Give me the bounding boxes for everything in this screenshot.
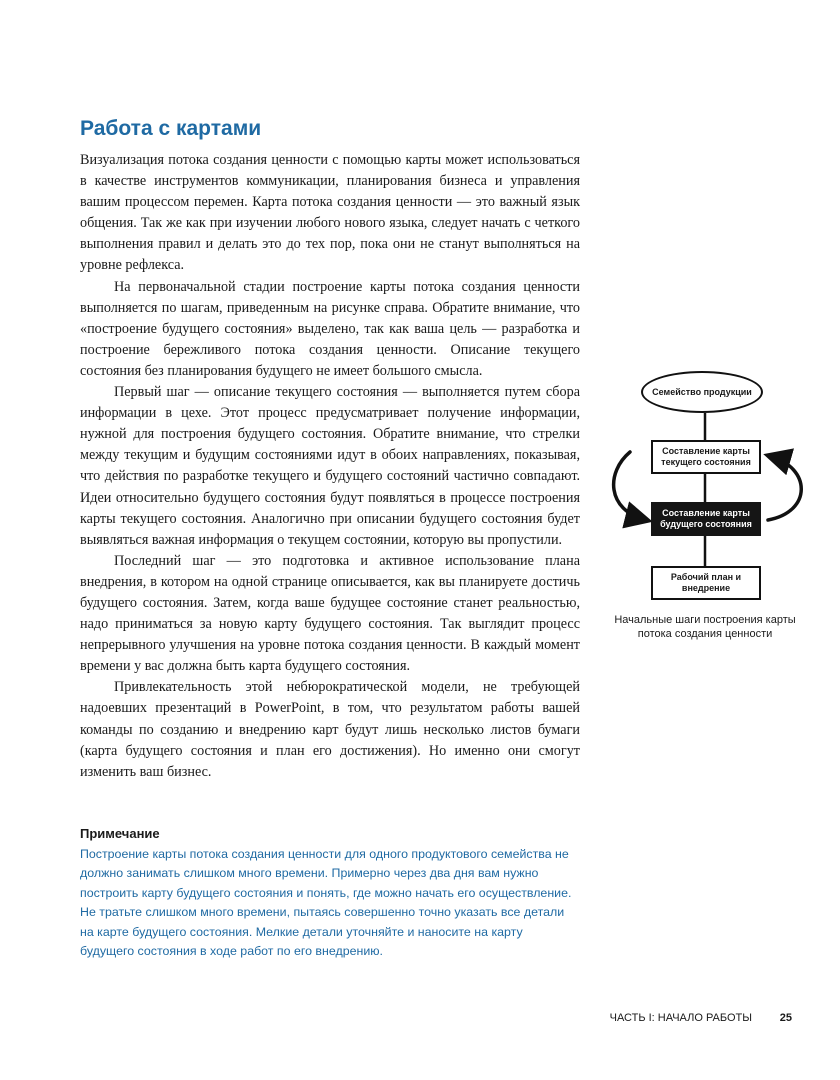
page-number: 25	[779, 1012, 792, 1024]
node-product-family: Семейство продукции	[641, 371, 763, 413]
process-diagram	[600, 360, 820, 680]
paragraph: Привлекательность этой небюрократической модели, не требующей надоевших презентаций в PowerPoint, в том, что результатом работы вашей команды по созданию и внедрению карт будут лишь несколько листов бумаги (карта будущего состояния и план его достижения). Но именно они смогут изменить ваш бизнес.	[80, 679, 580, 780]
paragraph: Первый шаг — описание текущего состояния — выполняется путем сбора информации в цехе. Этот процесс предусматривает получение информации, нужной для построения будущего состояния. Обратите внимание, что стрелки между текущим и будущим состояниями идут в обоих направлениях, показывая, что действия по разработке текущего и будущего состояний частично совпадают. Идеи относительно будущего состояния будут появляться в процессе построения карты текущего состояния. Аналогично при описании будущего состояния будет выявляться важная информация о текущем состоянии, которую вы пропустили.	[80, 384, 580, 548]
node-future-state: Составление карты будущего состояния	[651, 502, 761, 536]
body-text	[80, 150, 580, 783]
node-work-plan: Рабочий план и внедрение	[651, 566, 761, 600]
diagram-caption: Начальные шаги построения карты потока создания ценности	[614, 614, 796, 640]
node-current-state: Составление карты текущего состояния	[651, 440, 761, 474]
paragraph: Визуализация потока создания ценности с помощью карты может использоваться в качестве инструментов коммуникации, планирования бизнеса и управления вашим процессом перемен. Карта потока создания ценности — это важный язык общения. Так же как при изучении любого нового языка, следует начать с четкого выполнения правил и делать это до тех пор, пока они не станут выполняться на уровне рефлекса.	[80, 152, 580, 274]
section-title: Работа с картами	[80, 117, 262, 140]
footer-part-label: ЧАСТЬ I: НАЧАЛО РАБОТЫ	[609, 1012, 752, 1024]
arrow-current-to-future	[614, 452, 646, 520]
note-text: Построение карты потока создания ценности для одного продуктового семейства не должно занимать слишком много времени. Примерно через два дня вам нужно построить карту будущего состояния и понять, где можно начать его осуществление. Не тратьте слишком много времени, пытаясь совершенно точно указать все детали на карте будущего состояния. Мелкие детали уточняйте и наносите на карту будущего состояния в ходе работ по его внедрению.	[80, 847, 572, 959]
note-title: Примечание	[80, 826, 160, 841]
arrow-future-to-current	[768, 456, 801, 520]
paragraph: На первоначальной стадии построение карты потока создания ценности выполняется по шагам, приведенным на рисунке справа. Обратите внимание, что «построение будущего состояния» выделено, так как ваша цель — разработка и построение бережливого потока создания ценности. Описание текущего состояния без планирования будущего не имеет большого смысла.	[80, 278, 580, 379]
paragraph: Последний шаг — это подготовка и активное использование плана внедрения, в котором на одной странице описывается, как вы планируете достичь будущего состояния. Затем, когда ваше будущее состояние станет реальностью, надо приниматься за новую карту будущего состояния. Так выглядит процесс непрерывного улучшения на уровне потока создания ценности. В каждый момент времени у вас должна быть карта будущего состояния.	[80, 552, 580, 675]
